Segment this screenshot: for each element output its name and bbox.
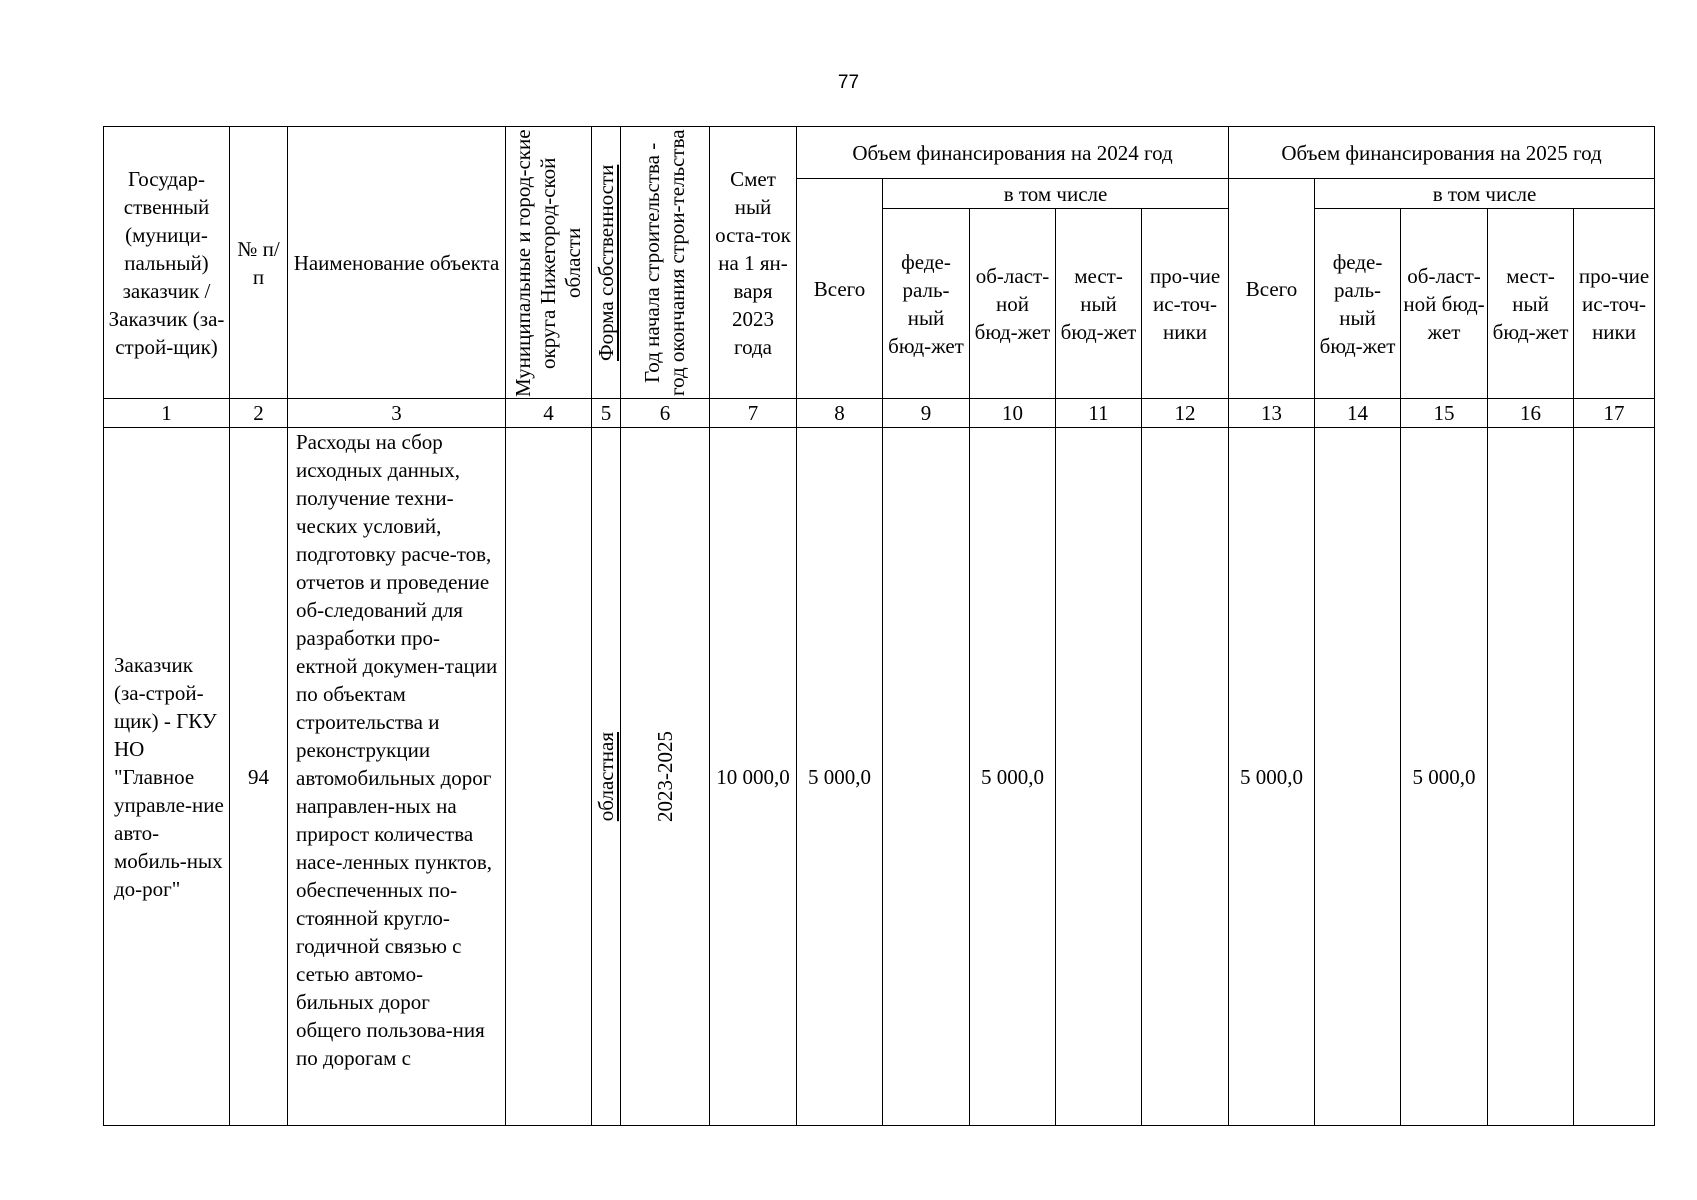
row-local-2024 <box>1056 428 1142 1126</box>
header-row-1 <box>104 127 1655 179</box>
header-object-name: Наименование объекта <box>288 127 506 399</box>
row-federal-2024 <box>883 428 970 1126</box>
row-remaining: 10 000,0 <box>710 428 797 1126</box>
row-other-2024 <box>1142 428 1229 1126</box>
row-total-2024: 5 000,0 <box>797 428 883 1126</box>
column-number: 14 <box>1315 399 1401 428</box>
header-total-2024: Всего <box>797 179 883 399</box>
header-funding-2024: Объем финансирования на 2024 год <box>797 127 1229 179</box>
header-including-2025: в том числе <box>1315 179 1655 209</box>
column-number: 9 <box>883 399 970 428</box>
header-regional-2024: об-ласт-ной бюд-жет <box>970 209 1056 399</box>
column-number: 13 <box>1229 399 1315 428</box>
header-including-2024: в том числе <box>883 179 1229 209</box>
header-num: № п/п <box>230 127 288 399</box>
column-number: 17 <box>1574 399 1655 428</box>
header-total-2025: Всего <box>1229 179 1315 399</box>
header-municipalities: Муниципальные и город-ские округа Нижегород-ской области <box>511 128 585 397</box>
row-years-cell <box>621 428 710 1126</box>
header-local-2024: мест-ный бюд-жет <box>1056 209 1142 399</box>
table-row <box>104 428 1655 1126</box>
row-other-2025 <box>1574 428 1655 1126</box>
row-years: 2023-2025 <box>652 731 677 822</box>
header-ownership-cell <box>592 127 621 399</box>
row-object-name: Расходы на сбор исходных данных, получение техни-ческих условий, подготовку расче-тов, отчетов и проведение об-следований для разработки про-ектной докумен-тации по объектам строительства и реконструкции автомобильных дорог направлен-ных на прирост количества насе-ленных пунктов, обеспеченных по-стоянной кругло-годичной связью с сетью автомо-бильных дорог общего пользова-ния по дорогам с <box>288 428 506 1126</box>
header-funding-2025: Объем финансирования на 2025 год <box>1229 127 1655 179</box>
column-number: 8 <box>797 399 883 428</box>
header-other-2025: про-чие ис-точ-ники <box>1574 209 1655 399</box>
row-num: 94 <box>230 428 288 1126</box>
column-number: 4 <box>506 399 592 428</box>
column-number: 2 <box>230 399 288 428</box>
header-federal-2024: феде-раль-ный бюд-жет <box>883 209 970 399</box>
row-local-2025 <box>1488 428 1574 1126</box>
header-years-cell <box>621 127 710 399</box>
header-regional-2025: об-ласт-ной бюд-жет <box>1401 209 1488 399</box>
column-number-row <box>104 399 1655 428</box>
header-local-2025: мест-ный бюд-жет <box>1488 209 1574 399</box>
column-number: 11 <box>1056 399 1142 428</box>
investment-table <box>103 126 1655 1126</box>
column-number: 3 <box>288 399 506 428</box>
header-federal-2025: феде-раль-ный бюд-жет <box>1315 209 1401 399</box>
column-number: 16 <box>1488 399 1574 428</box>
row-ownership: областная <box>593 731 618 822</box>
header-customer: Государ-ственный (муници-пальный) заказчик /Заказчик (за-строй-щик) <box>104 127 230 399</box>
column-number: 6 <box>621 399 710 428</box>
column-number: 12 <box>1142 399 1229 428</box>
header-years: Год начала строительства - год окончания строи-тельства <box>640 129 689 396</box>
header-ownership: Форма собственности <box>593 164 618 361</box>
column-number: 7 <box>710 399 797 428</box>
page-number: 77 <box>837 72 860 93</box>
row-municipalities <box>506 428 592 1126</box>
row-regional-2024: 5 000,0 <box>970 428 1056 1126</box>
column-number: 5 <box>592 399 621 428</box>
row-total-2025: 5 000,0 <box>1229 428 1315 1126</box>
row-regional-2025: 5 000,0 <box>1401 428 1488 1126</box>
header-remaining: Смет ный оста-ток на 1 ян-варя 2023 года <box>710 127 797 399</box>
row-ownership-cell <box>592 428 621 1126</box>
column-number: 1 <box>104 399 230 428</box>
column-number: 10 <box>970 399 1056 428</box>
header-other-2024: про-чие ис-точ-ники <box>1142 209 1229 399</box>
header-municipalities-cell <box>506 127 592 399</box>
column-number: 15 <box>1401 399 1488 428</box>
row-federal-2025 <box>1315 428 1401 1126</box>
row-customer: Заказчик (за-строй-щик) - ГКУ НО "Главное управле-ние авто-мобиль-ных до-рог" <box>104 428 230 1126</box>
